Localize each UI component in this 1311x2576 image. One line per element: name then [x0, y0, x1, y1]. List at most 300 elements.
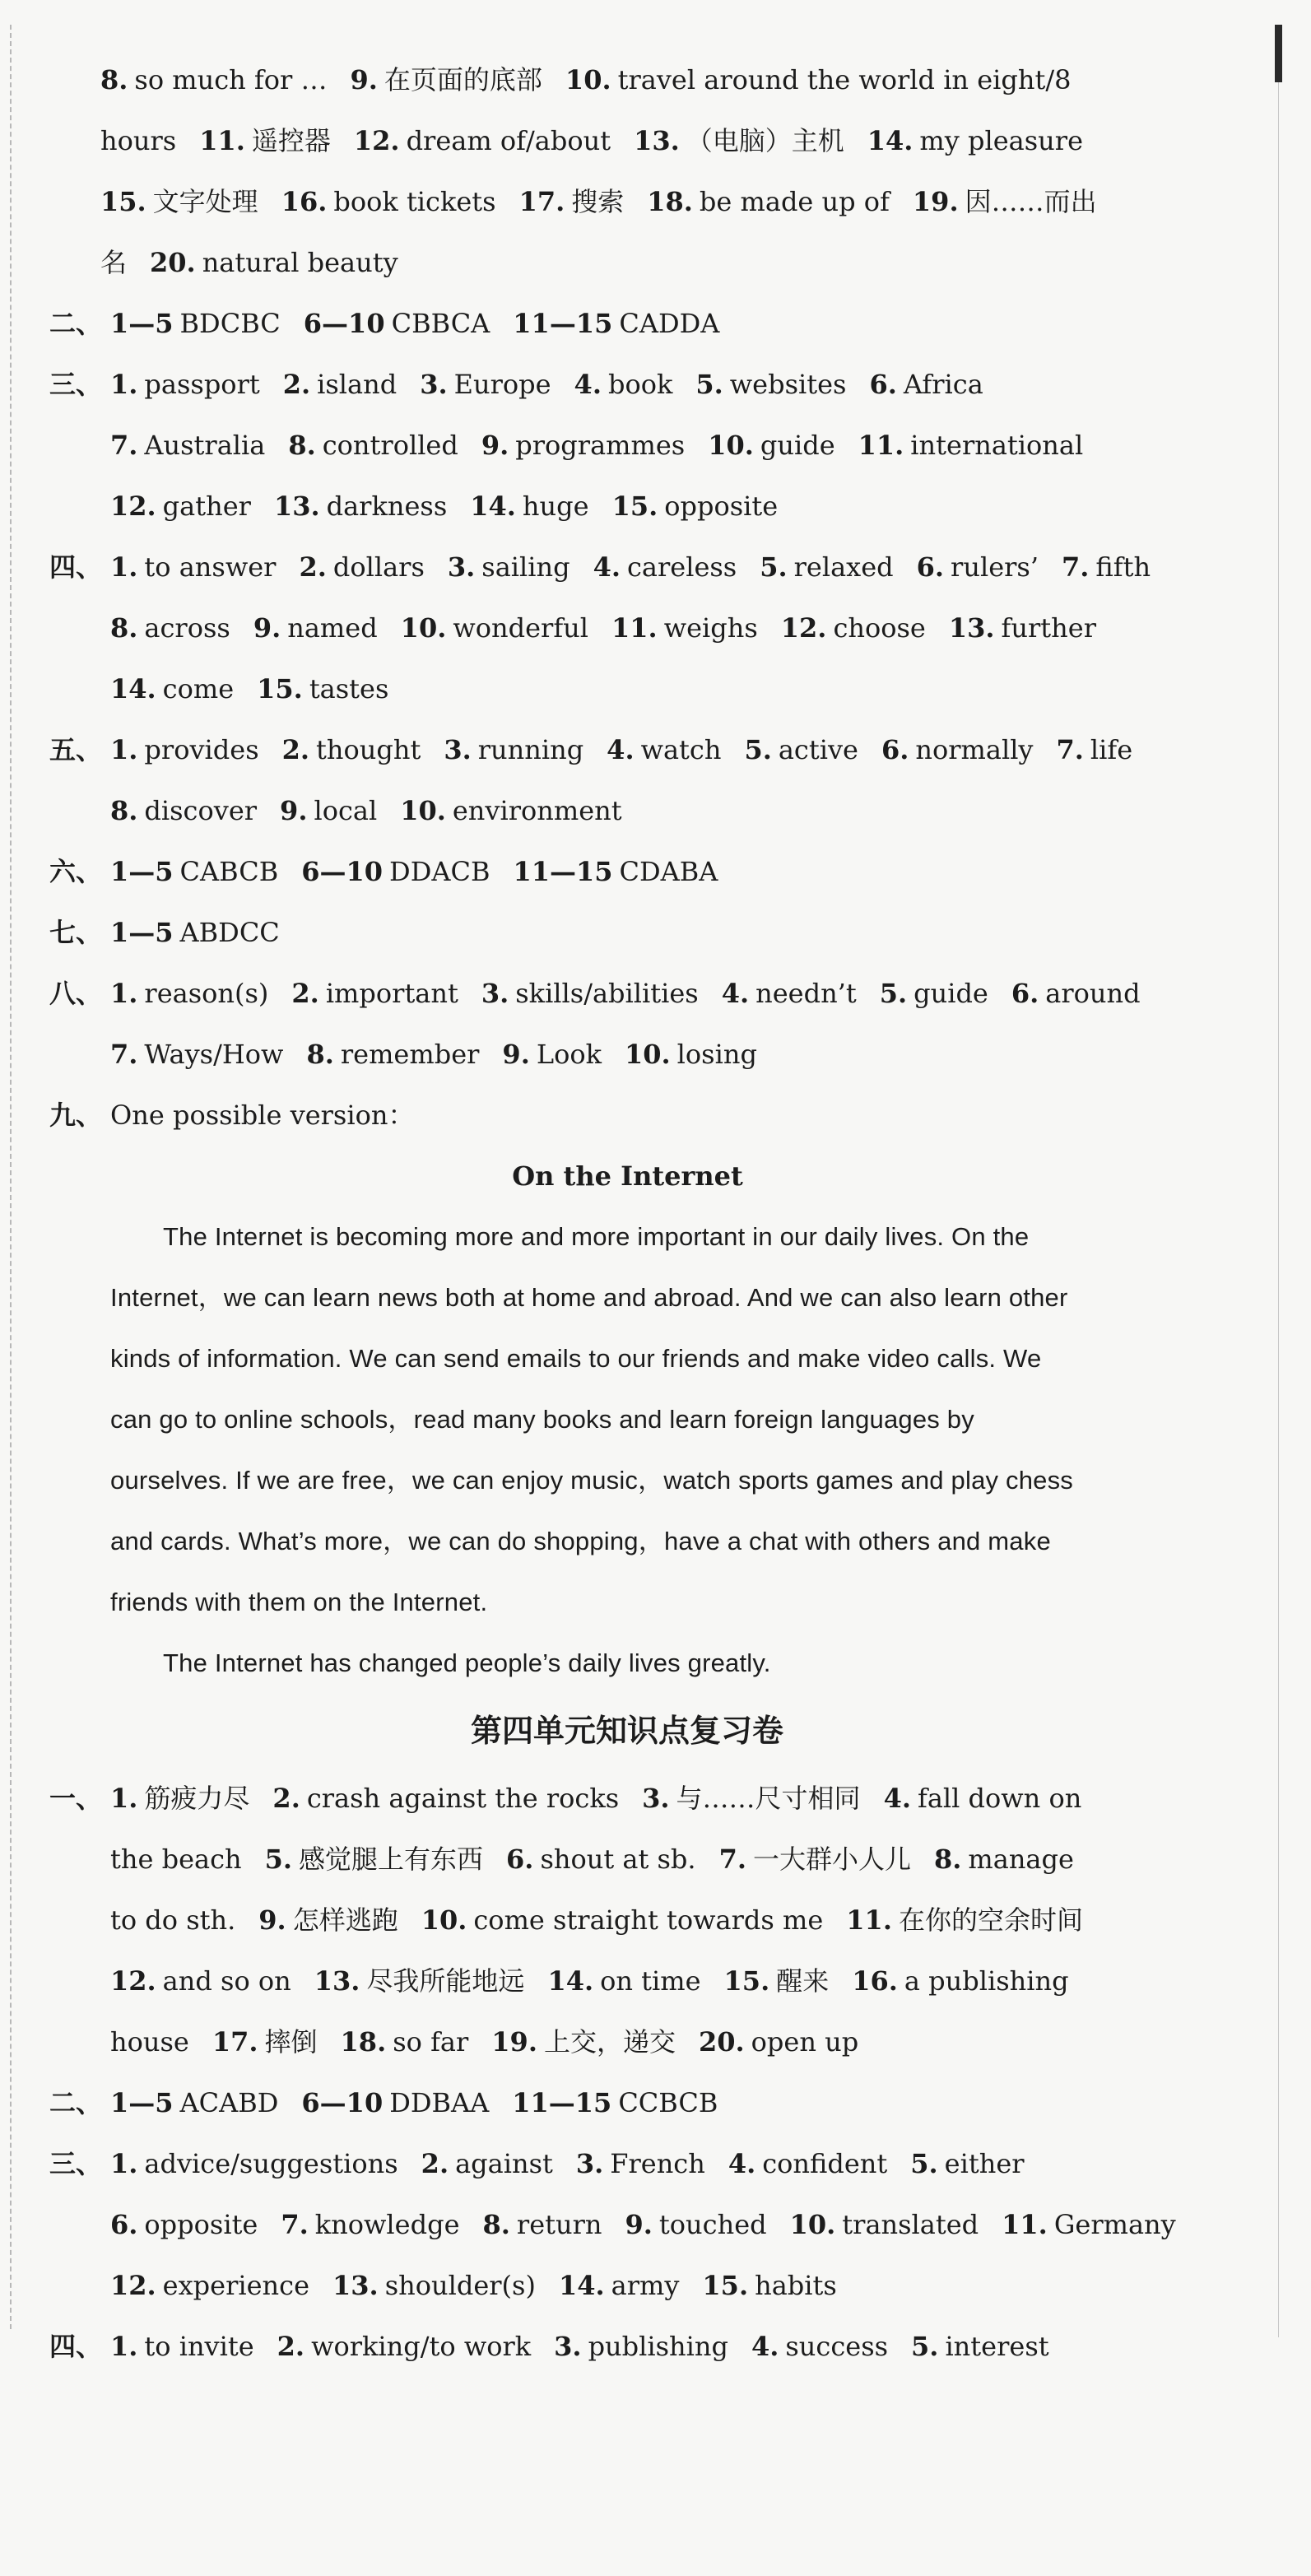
answer-text: opposite [664, 491, 779, 522]
answer-text: 醒来 [776, 1965, 830, 1997]
answer-number: 13. [314, 1965, 360, 1997]
answer-text: manage [968, 1844, 1074, 1875]
answer-number: 14. [558, 2270, 605, 2301]
answer-item [1011, 978, 1141, 1009]
section-label: 一、 [49, 1783, 103, 1814]
answer-number: 7. [110, 430, 138, 461]
answer-number: 20. [150, 247, 196, 278]
essay-paragraph-2 [49, 1633, 1144, 1694]
answer-number: 4. [574, 369, 602, 400]
answer-text: further [1001, 612, 1096, 644]
answer-text: CABCB [179, 856, 279, 887]
answer-text: 尽我所能地远 [366, 1965, 525, 1997]
answer-text: thought [316, 734, 421, 765]
answer-text: experience [162, 2270, 310, 2301]
answer-line [49, 2011, 1144, 2072]
answer-line [49, 2255, 1144, 2316]
section-label: 四、 [49, 551, 103, 583]
answer-text: losing [676, 1039, 757, 1070]
answer-item [760, 551, 893, 583]
answer-item [110, 978, 268, 1009]
answer-number: 5. [910, 2148, 938, 2179]
essay-line: friends with them on the Internet. [110, 1588, 488, 1616]
answer-item [852, 1965, 1068, 1997]
section-label: 九、 [49, 1100, 103, 1131]
answer-number: 11—15 [512, 2087, 612, 2118]
answer-number: 14. [867, 125, 914, 156]
answer-item [512, 2087, 718, 2118]
answer-item [913, 186, 1097, 217]
answer-line [49, 1768, 1144, 1829]
answer-text: dream of/about [406, 125, 611, 156]
essay-line: and cards. What’s more，we can do shopping，have a chat with others and make [110, 1527, 1051, 1555]
answer-item [519, 186, 625, 217]
answer-number: 6—10 [301, 856, 384, 887]
answer-text: Look [536, 1039, 602, 1070]
answer-item [110, 856, 278, 887]
answer-number: 5. [760, 551, 788, 583]
answer-text: opposite [144, 2209, 258, 2240]
answer-text: publishing [588, 2331, 728, 2362]
answer-text: return [516, 2209, 602, 2240]
answer-item [722, 978, 857, 1009]
answer-number: 11—15 [513, 308, 613, 339]
answer-number: 17. [518, 186, 565, 217]
essay-line: can go to online schools，read many books and learn foreign languages by [110, 1405, 974, 1434]
answer-text: 在你的空余时间 [898, 1904, 1083, 1936]
answer-item [699, 2026, 858, 2058]
answer-item [351, 64, 542, 95]
answer-number: 3. [554, 2331, 582, 2362]
answer-text: 感觉腿上有东西 [299, 1844, 484, 1875]
answer-number: 4. [751, 2331, 779, 2362]
answer-line [49, 2316, 1144, 2377]
answer-item [265, 1844, 483, 1875]
answer-item [702, 2270, 836, 2301]
answer-number: 9. [625, 2209, 653, 2240]
answer-text: guide [914, 978, 988, 1009]
answer-number: 6. [869, 369, 897, 400]
answer-item [634, 125, 844, 156]
answer-item [110, 1039, 283, 1070]
answer-number: 14. [547, 1965, 594, 1997]
answer-number: 9. [502, 1039, 530, 1070]
answer-text: 摔倒 [264, 2026, 318, 2058]
answer-item [110, 2270, 309, 2301]
section-label: 五、 [49, 734, 103, 765]
answer-item [253, 612, 378, 644]
answer-number: 8. [100, 64, 128, 95]
answer-item [274, 491, 447, 522]
section-label: 二、 [49, 2087, 103, 2118]
answer-number: 1—5 [110, 2087, 174, 2118]
answer-number: 7. [1056, 734, 1084, 765]
answer-line [49, 1890, 1144, 1951]
answer-item [212, 2026, 318, 2058]
answer-number: 7. [718, 1844, 746, 1875]
answer-text: darkness [326, 491, 448, 522]
answer-number: 1. [110, 2331, 138, 2362]
answer-item [299, 551, 424, 583]
answer-item [483, 2209, 602, 2240]
answer-line [49, 1951, 1144, 2011]
answer-item [277, 2331, 532, 2362]
answer-number: 6—10 [301, 2087, 384, 2118]
answer-line [49, 963, 1144, 1024]
answer-line [49, 49, 1144, 110]
answer-number: 11. [1002, 2209, 1048, 2240]
answer-number: 15. [257, 673, 303, 704]
answer-number: 13. [332, 2270, 379, 2301]
answer-item [934, 1844, 1074, 1875]
answer-number: 8. [110, 612, 138, 644]
answer-text: BDCBC [179, 308, 281, 339]
answer-item [110, 551, 276, 583]
answer-number: 1—5 [110, 856, 174, 887]
unit4-answers [49, 1768, 1176, 2377]
answer-item [110, 612, 230, 644]
answer-item [917, 551, 1039, 583]
answer-item [1002, 2209, 1176, 2240]
answer-line [49, 415, 1144, 476]
answer-text: book tickets [333, 186, 496, 217]
answer-text: French [610, 2148, 705, 2179]
answer-text: 因……而出 [965, 186, 1097, 217]
answer-text: to answer [144, 551, 277, 583]
answer-number: 12. [110, 491, 156, 522]
answer-text: watch [640, 734, 722, 765]
answer-number: 6. [881, 734, 909, 765]
answer-item [491, 2026, 676, 2058]
answer-line [49, 1829, 1144, 1890]
answer-text: reason(s) [144, 978, 269, 1009]
answer-text: shoulder(s) [384, 2270, 536, 2301]
answer-text: habits [755, 2270, 837, 2301]
answer-item [301, 856, 490, 887]
answer-text: skills/abilities [515, 978, 699, 1009]
answer-item [258, 1904, 397, 1936]
answer-number: 5. [911, 2331, 939, 2362]
answer-item [708, 430, 834, 461]
answer-line [49, 171, 1144, 232]
answer-line [49, 658, 1144, 719]
answer-number: 5. [879, 978, 908, 1009]
answer-number: 2. [282, 369, 311, 400]
answer-number: 8. [288, 430, 316, 461]
answer-item [110, 1904, 235, 1936]
answer-text: ABDCC [179, 917, 280, 948]
answer-number: 11. [611, 612, 658, 644]
answer-text: 搜索 [571, 186, 625, 217]
answer-text: touched [658, 2209, 767, 2240]
answer-item [611, 612, 758, 644]
answer-text: 文字处理 [152, 186, 258, 217]
answer-number: 19. [491, 2026, 537, 2058]
answer-item [858, 430, 1084, 461]
answer-content [49, 49, 1176, 2377]
answer-text: websites [729, 369, 847, 400]
answer-text: passport [144, 369, 260, 400]
answer-text: local [314, 795, 378, 826]
answer-item [100, 247, 127, 278]
answer-item [880, 978, 988, 1009]
answer-text: to invite [144, 2331, 254, 2362]
answer-text: come straight towards me [473, 1904, 824, 1936]
answer-number: 4. [607, 734, 635, 765]
answer-text: my pleasure [919, 125, 1084, 156]
answer-item [420, 369, 551, 400]
answer-item [110, 1965, 291, 1997]
answer-number: 8. [933, 1844, 962, 1875]
answer-item [100, 64, 328, 95]
answer-text: programmes [515, 430, 686, 461]
answer-line [49, 841, 1144, 902]
answer-number: 12. [110, 1965, 156, 1997]
answer-number: 7. [110, 1039, 138, 1070]
answer-item [291, 978, 458, 1009]
section-label: 四、 [49, 2331, 103, 2362]
answer-item [448, 551, 570, 583]
answer-number: 4. [728, 2148, 756, 2179]
answer-number: 19. [912, 186, 959, 217]
answer-item [910, 2148, 1024, 2179]
answer-item [744, 734, 858, 765]
answer-text: interest [945, 2331, 1049, 2362]
answer-item [199, 125, 331, 156]
section-label: 三、 [49, 369, 103, 400]
answer-line [49, 354, 1144, 415]
answer-text: be made up of [699, 186, 890, 217]
answer-text: needn’t [755, 978, 857, 1009]
answer-item [100, 186, 258, 217]
answer-line [49, 719, 1144, 780]
answer-number: 2. [291, 978, 319, 1009]
answer-text: DDACB [389, 856, 490, 887]
answer-number: 12. [780, 612, 827, 644]
answer-item [884, 1783, 1082, 1814]
answer-text: natural beauty [202, 247, 398, 278]
answer-text: CADDA [619, 308, 720, 339]
essay-line: The Internet has changed people’s daily lives greatly. [163, 1648, 771, 1677]
answer-item [565, 64, 1072, 95]
answer-number: 11—15 [513, 856, 613, 887]
answer-text: shout at sb. [540, 1844, 696, 1875]
answer-item [625, 1039, 757, 1070]
answer-number: 4. [721, 978, 750, 1009]
answer-item [110, 673, 234, 704]
answer-number: 3. [420, 369, 448, 400]
binding-dashed-line [10, 25, 12, 2329]
answer-number: 12. [353, 125, 400, 156]
answer-item [869, 369, 983, 400]
answer-number: 2. [272, 1783, 300, 1814]
answer-number: 10. [421, 1904, 467, 1936]
answer-item [110, 2026, 189, 2058]
answer-item [513, 856, 718, 887]
essay-title: On the Internet [512, 1160, 743, 1192]
answer-text: around [1045, 978, 1141, 1009]
answer-text: 上交，递交 [543, 2026, 676, 2058]
page-edge-line [1278, 82, 1279, 2337]
answer-text: named [287, 612, 378, 644]
answer-item [110, 2087, 278, 2118]
answer-number: 5. [264, 1844, 293, 1875]
answer-item [401, 612, 588, 644]
answer-item [281, 186, 496, 217]
answer-number: 7. [281, 2209, 309, 2240]
answer-item [110, 734, 259, 765]
answer-number: 14. [470, 491, 516, 522]
answer-number: 6. [110, 2209, 138, 2240]
answer-item [695, 369, 846, 400]
answer-item [110, 795, 257, 826]
answer-item [481, 978, 699, 1009]
answer-line [49, 476, 1144, 537]
answer-item [110, 369, 260, 400]
answer-text: CBBCA [391, 308, 490, 339]
answer-text: remember [340, 1039, 480, 1070]
answer-number: 11. [846, 1904, 892, 1936]
answer-item [110, 491, 251, 522]
answer-text: Ways/How [144, 1039, 284, 1070]
answer-text: to do sth. [110, 1904, 236, 1936]
answer-number: 16. [281, 186, 328, 217]
answer-text: relaxed [793, 551, 894, 583]
answer-item [301, 2087, 489, 2118]
answer-item [513, 308, 719, 339]
answer-text: Africa [903, 369, 983, 400]
answer-text: gather [162, 491, 251, 522]
answer-line [49, 293, 1144, 354]
answer-item [332, 2270, 536, 2301]
vocab-continued-block [49, 49, 1144, 293]
answer-line [49, 110, 1144, 171]
answer-item [150, 247, 398, 278]
answer-item [911, 2331, 1049, 2362]
answer-number: 1. [110, 2148, 138, 2179]
answer-item [444, 734, 583, 765]
answer-text: so much for … [134, 64, 328, 95]
answer-text: Germany [1053, 2209, 1176, 2240]
answer-item [547, 1965, 700, 1997]
answer-text: discover [144, 795, 258, 826]
answer-text: guide [760, 430, 835, 461]
answer-number: 1. [110, 551, 138, 583]
answer-line [49, 1024, 1144, 1085]
answer-number: 13. [634, 125, 680, 156]
answer-item [341, 2026, 469, 2058]
answer-text: careless [626, 551, 737, 583]
answer-number: 18. [647, 186, 693, 217]
answer-item [283, 369, 397, 400]
answer-number: 1. [110, 369, 138, 400]
answer-text: running [477, 734, 584, 765]
answer-text: choose [833, 612, 926, 644]
answer-number: 8. [110, 795, 138, 826]
answer-text: weighs [663, 612, 758, 644]
answer-item [481, 430, 685, 461]
answer-item [110, 1844, 242, 1875]
answer-item [502, 1039, 602, 1070]
answer-item [421, 1904, 824, 1936]
section-label: 八、 [49, 978, 103, 1009]
answer-number: 9. [253, 612, 281, 644]
section-label: 七、 [49, 917, 103, 948]
answer-number: 7. [1062, 551, 1090, 583]
page-edge-mark [1275, 25, 1282, 82]
answer-text: sailing [481, 551, 570, 583]
answer-item [881, 734, 1034, 765]
answer-text: Australia [144, 430, 266, 461]
answer-text: active [778, 734, 858, 765]
answer-text: against [455, 2148, 553, 2179]
answer-text: environment [452, 795, 622, 826]
answer-text: fifth [1095, 551, 1151, 583]
answer-text: translated [842, 2209, 979, 2240]
answer-text: the beach [110, 1844, 242, 1875]
answer-item [110, 430, 265, 461]
answer-text: CCBCB [618, 2087, 718, 2118]
answer-number: 20. [698, 2026, 745, 2058]
answer-number: 11. [858, 430, 904, 461]
answer-number: 9. [350, 64, 378, 95]
answer-text: so far [393, 2026, 469, 2058]
answer-number: 2. [299, 551, 327, 583]
answer-text: 在页面的底部 [384, 64, 542, 95]
answer-item [781, 612, 926, 644]
answer-item [612, 491, 779, 522]
answer-item [559, 2270, 679, 2301]
answer-item [949, 612, 1096, 644]
answer-item [1062, 551, 1151, 583]
answer-text: controlled [322, 430, 458, 461]
answer-item [281, 2209, 459, 2240]
answer-text: huge [522, 491, 589, 522]
answer-text: travel around the world in eight/8 [617, 64, 1072, 95]
answer-item [288, 430, 458, 461]
essay-paragraph-1 [49, 1207, 1144, 1633]
answer-item [272, 1783, 619, 1814]
essay-line: kinds of information. We can send emails to our friends and make video calls. We [110, 1344, 1042, 1373]
answer-number: 15. [702, 2270, 749, 2301]
answer-text: advice/suggestions [144, 2148, 398, 2179]
answer-item [576, 2148, 705, 2179]
answer-text: international [910, 430, 1084, 461]
answer-line [49, 902, 1144, 963]
answer-item [554, 2331, 728, 2362]
answer-item [642, 1783, 860, 1814]
answer-line [49, 598, 1144, 658]
answer-text: open up [751, 2026, 859, 2058]
answer-text: important [325, 978, 458, 1009]
answer-number: 4. [593, 551, 621, 583]
section-label: 三、 [49, 2148, 103, 2179]
essay-line: ourselves. If we are free，we can enjoy music，watch sports games and play chess [110, 1466, 1074, 1495]
answer-number: 2. [277, 2331, 305, 2362]
answer-item [400, 795, 621, 826]
answer-number: 3. [447, 551, 476, 583]
answer-number: 3. [575, 2148, 604, 2179]
answer-number: 10. [625, 1039, 671, 1070]
unit3-answers [49, 293, 1151, 1085]
answer-item [593, 551, 737, 583]
answer-line [49, 2072, 1144, 2133]
essay-line: The Internet is becoming more and more important in our daily lives. On the [163, 1222, 1030, 1251]
answer-line [49, 780, 1144, 841]
answer-number: 6—10 [303, 308, 385, 339]
answer-number: 18. [340, 2026, 387, 2058]
answer-text: fall down on [917, 1783, 1082, 1814]
